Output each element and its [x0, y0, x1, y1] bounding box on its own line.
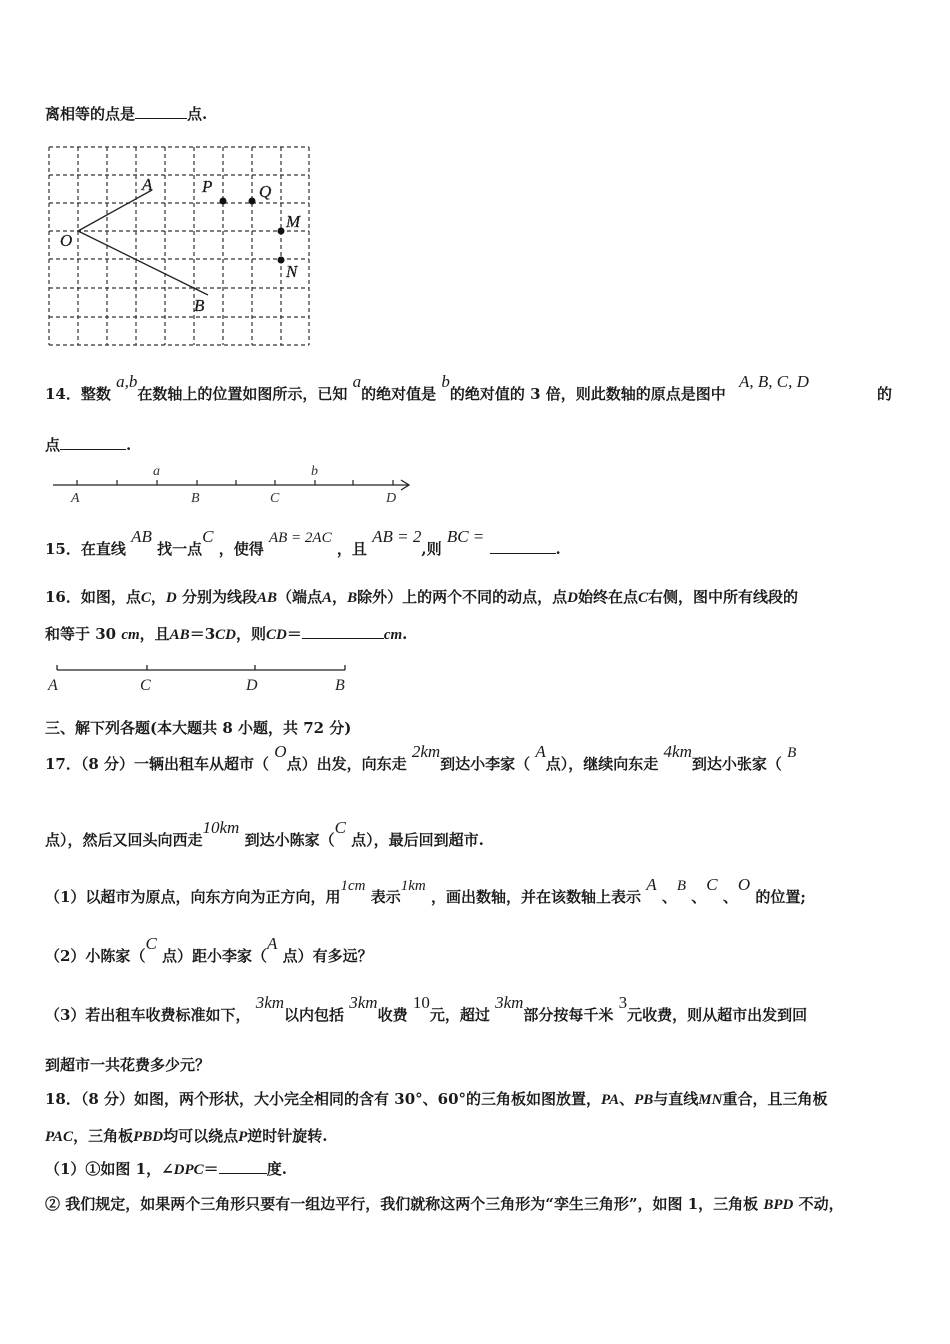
q18-text: ② 我们规定，如果两个三角形只要有一组边平行，我们就称这两个三角形为“孪生三角形”，如图 1，三角板 [45, 1195, 764, 1213]
q16-math: AB [169, 627, 190, 643]
q14-math: b [441, 372, 450, 391]
q16-math: cm [383, 627, 403, 643]
q16-math: AB [257, 590, 278, 606]
q17-text: 部分按每千米 [523, 1006, 614, 1024]
q18-math: DPC [173, 1162, 204, 1178]
q18-text: 度. [266, 1160, 287, 1178]
q18-math: PA [601, 1092, 620, 1108]
q17-math: C [334, 818, 346, 837]
q18-text: 、 [619, 1090, 635, 1108]
q14-line2 [45, 434, 131, 455]
section-heading: 三、解下列各题(本大题共 8 小题，共 72 分) [45, 719, 352, 737]
q18-text: ＝ [203, 1160, 219, 1178]
q17-math: 1cm [340, 878, 366, 894]
question-17-line2 [45, 818, 484, 850]
q16-text: 和等于 30 [45, 625, 122, 643]
q17-math: A [646, 875, 657, 894]
q18-text: 均可以绕点 [163, 1127, 239, 1145]
q14-math: a,b [116, 372, 138, 391]
q15-math: AB = 2 [372, 527, 422, 546]
q18-math: PB [634, 1092, 654, 1108]
q17-math: 10 [412, 993, 430, 1012]
q16-text: 除外）上的两个不同的动点，点 [357, 588, 568, 606]
q14-end: . [126, 436, 132, 454]
q17-text: （8 分）一辆出租车从超市（ [80, 755, 270, 773]
q16-math: B [347, 590, 358, 606]
label-q: Q [259, 182, 272, 201]
q17-math: 3 [618, 993, 628, 1012]
q17-math: B [787, 745, 797, 761]
label-b: B [194, 296, 205, 315]
q17-text: 元收费，则从超市出发到回 [627, 1006, 808, 1024]
seg-label-d: D [246, 677, 258, 694]
q17-sub3-line2: 到超市一共花费多少元？ [45, 1056, 211, 1074]
q18-text: （1）①如图 1，∠ [45, 1160, 174, 1178]
q18-sub1 [45, 1158, 287, 1179]
q17-text: 、 [661, 888, 677, 906]
q18-math: PBD [133, 1129, 164, 1145]
answer-blank[interactable] [135, 104, 187, 119]
q18-math: P [238, 1129, 248, 1145]
axis-label-b: b [311, 464, 318, 479]
q14-math: A, B, C, D [739, 372, 809, 391]
q15-math: AB [131, 527, 152, 546]
q16-text: （端点 [277, 588, 323, 606]
q18-sub2 [45, 1193, 844, 1214]
q16-text: ， [332, 588, 348, 606]
q16-math: CD [215, 627, 236, 643]
q15-text: 找一点 [157, 540, 203, 558]
q17-math: 3km [349, 993, 378, 1012]
q16-text: ＝ [286, 625, 302, 643]
q17-math: C [145, 934, 157, 953]
q16-math: C [637, 590, 648, 606]
q17-math: O [737, 875, 751, 894]
q18-text: 重合，且三角板 [722, 1090, 828, 1108]
q17-text: 点）出发，向东走 [286, 755, 407, 773]
axis-label-a: a [153, 464, 160, 479]
q17-math: 3km [255, 993, 285, 1012]
q16-text: ，则 [235, 625, 266, 643]
number-line-figure [45, 458, 415, 506]
q16-text: ，且 [139, 625, 170, 643]
q16-text: 16．如图，点 [45, 588, 141, 606]
question-15 [45, 527, 561, 559]
label-o: O [60, 231, 73, 250]
q16-text: 分别为线段 [181, 588, 257, 606]
seg-label-b: B [335, 677, 345, 694]
question-16-line1 [45, 586, 798, 607]
question-18-line1 [45, 1088, 827, 1109]
q17-text: 元，超过 [429, 1006, 490, 1024]
seg-label-a: A [48, 677, 58, 694]
q18-math: BPD [763, 1197, 794, 1213]
q18-math: PAC [45, 1129, 74, 1145]
q14-text: 点 [45, 436, 61, 454]
q16-math: cm [121, 627, 140, 643]
q17-text: 以内包括 [284, 1006, 345, 1024]
q15-text: 在直线 [80, 540, 126, 558]
q17-text: 到达小李家（ [440, 755, 531, 773]
q15-end: . [555, 540, 561, 558]
point-p [220, 198, 227, 205]
answer-blank[interactable] [302, 624, 384, 639]
q15-number: 15． [45, 540, 81, 558]
q17-math: A [267, 934, 278, 953]
q17-math: A [535, 742, 546, 761]
q17-math: C [706, 875, 718, 894]
point-n [278, 257, 285, 264]
q16-math: CD [265, 627, 287, 643]
q14-text: 的绝对值是 [361, 385, 437, 403]
q17-text: 收费 [377, 1006, 408, 1024]
q17-text: 点）有多远？ [282, 947, 373, 965]
q16-end: . [402, 625, 408, 643]
label-m: M [286, 212, 301, 231]
q18-text: 逆时针旋转. [247, 1127, 328, 1145]
q18-math: MN [698, 1092, 723, 1108]
question-16-line2 [45, 623, 407, 644]
q17-text: 表示 [370, 888, 401, 906]
q17-text: （2）小陈家（ [45, 947, 146, 965]
q17-math: B [676, 878, 686, 894]
q17-text: 、 [691, 888, 707, 906]
point-q [249, 198, 256, 205]
q17-math: O [274, 742, 287, 761]
q14-math: a [352, 372, 362, 391]
q17-math: 10km [202, 818, 240, 837]
q16-text: ， [150, 588, 166, 606]
q17-text: 点）距小李家（ [162, 947, 268, 965]
intro-text: 离相等的点是 [45, 105, 136, 123]
q15-text: ，且 [336, 540, 367, 558]
q15-text: ，使得 [218, 540, 264, 558]
question-14 [45, 372, 809, 404]
label-n: N [286, 262, 298, 281]
ray-ob [78, 231, 208, 295]
axis-label-A: A [71, 491, 80, 506]
q16-math: A [322, 590, 333, 606]
q15-text: ,则 [421, 540, 442, 558]
answer-blank[interactable] [60, 435, 126, 450]
q17-text: （1）以超市为原点，向东方向为正方向，用 [45, 888, 341, 906]
axis-label-D: D [386, 491, 397, 506]
q17-sub1 [45, 875, 806, 907]
seg-label-c: C [140, 677, 151, 694]
q14-text: 整数 [80, 385, 111, 403]
q17-text: （3）若出租车收费标准如下， [45, 1006, 251, 1024]
q17-text: ，画出数轴，并在该数轴上表示 [430, 888, 641, 906]
answer-blank[interactable] [490, 539, 556, 554]
ray-oa [78, 190, 152, 231]
q16-math: C [140, 590, 151, 606]
question-17-line1 [45, 742, 797, 774]
q17-math: 4km [663, 742, 692, 761]
q14-number: 14． [45, 385, 81, 403]
q15-math: AB = 2AC [268, 530, 332, 546]
q17-text: 点），最后回到超市. [351, 831, 484, 849]
q14-text: 的绝对值的 3 倍，则此数轴的原点是图中 [449, 385, 726, 403]
q17-math: 2km [411, 742, 441, 761]
q17-text: 到达小张家（ [691, 755, 782, 773]
point-m [278, 228, 285, 235]
q17-sub3 [45, 993, 808, 1025]
q18-text: 不动， [793, 1195, 844, 1213]
segment-figure [45, 660, 355, 694]
q18-text: ，三角板 [73, 1127, 134, 1145]
grid-figure [45, 143, 313, 349]
q17-number: 17． [45, 755, 81, 773]
q18-text: 与直线 [653, 1090, 699, 1108]
q17-text: 点），继续向东走 [545, 755, 659, 773]
q16-text: 右侧，图中所有线段的 [647, 588, 798, 606]
q15-math: C [202, 527, 214, 546]
axis-label-B: B [191, 491, 200, 506]
q17-math: 3km [495, 993, 524, 1012]
question-18-line2 [45, 1125, 328, 1146]
label-a: A [142, 175, 153, 194]
q17-text: 的位置; [755, 888, 806, 906]
q17-text: 、 [722, 888, 738, 906]
q17-sub2 [45, 934, 373, 966]
q14-text: 在数轴上的位置如图所示，已知 [137, 385, 348, 403]
q17-math: 1km [400, 878, 426, 894]
q15-math: BC = [446, 527, 485, 546]
label-p: P [202, 177, 213, 196]
q16-text: ＝3 [189, 625, 216, 643]
q17-text: 点），然后又回头向西走 [45, 831, 203, 849]
q16-text: 始终在点 [577, 588, 638, 606]
q18-text: 18．（8 分）如图，两个形状，大小完全相同的含有 30°、60°的三角板如图放置， [45, 1090, 602, 1108]
axis-label-C: C [270, 491, 280, 506]
answer-blank[interactable] [219, 1159, 267, 1174]
q17-text: 到达小陈家（ [244, 831, 335, 849]
q14-text-end: 的 [877, 385, 893, 403]
intro-tail: 点. [187, 105, 208, 123]
q16-math: D [567, 590, 578, 606]
intro-line [45, 103, 207, 124]
q16-math: D [165, 590, 177, 606]
